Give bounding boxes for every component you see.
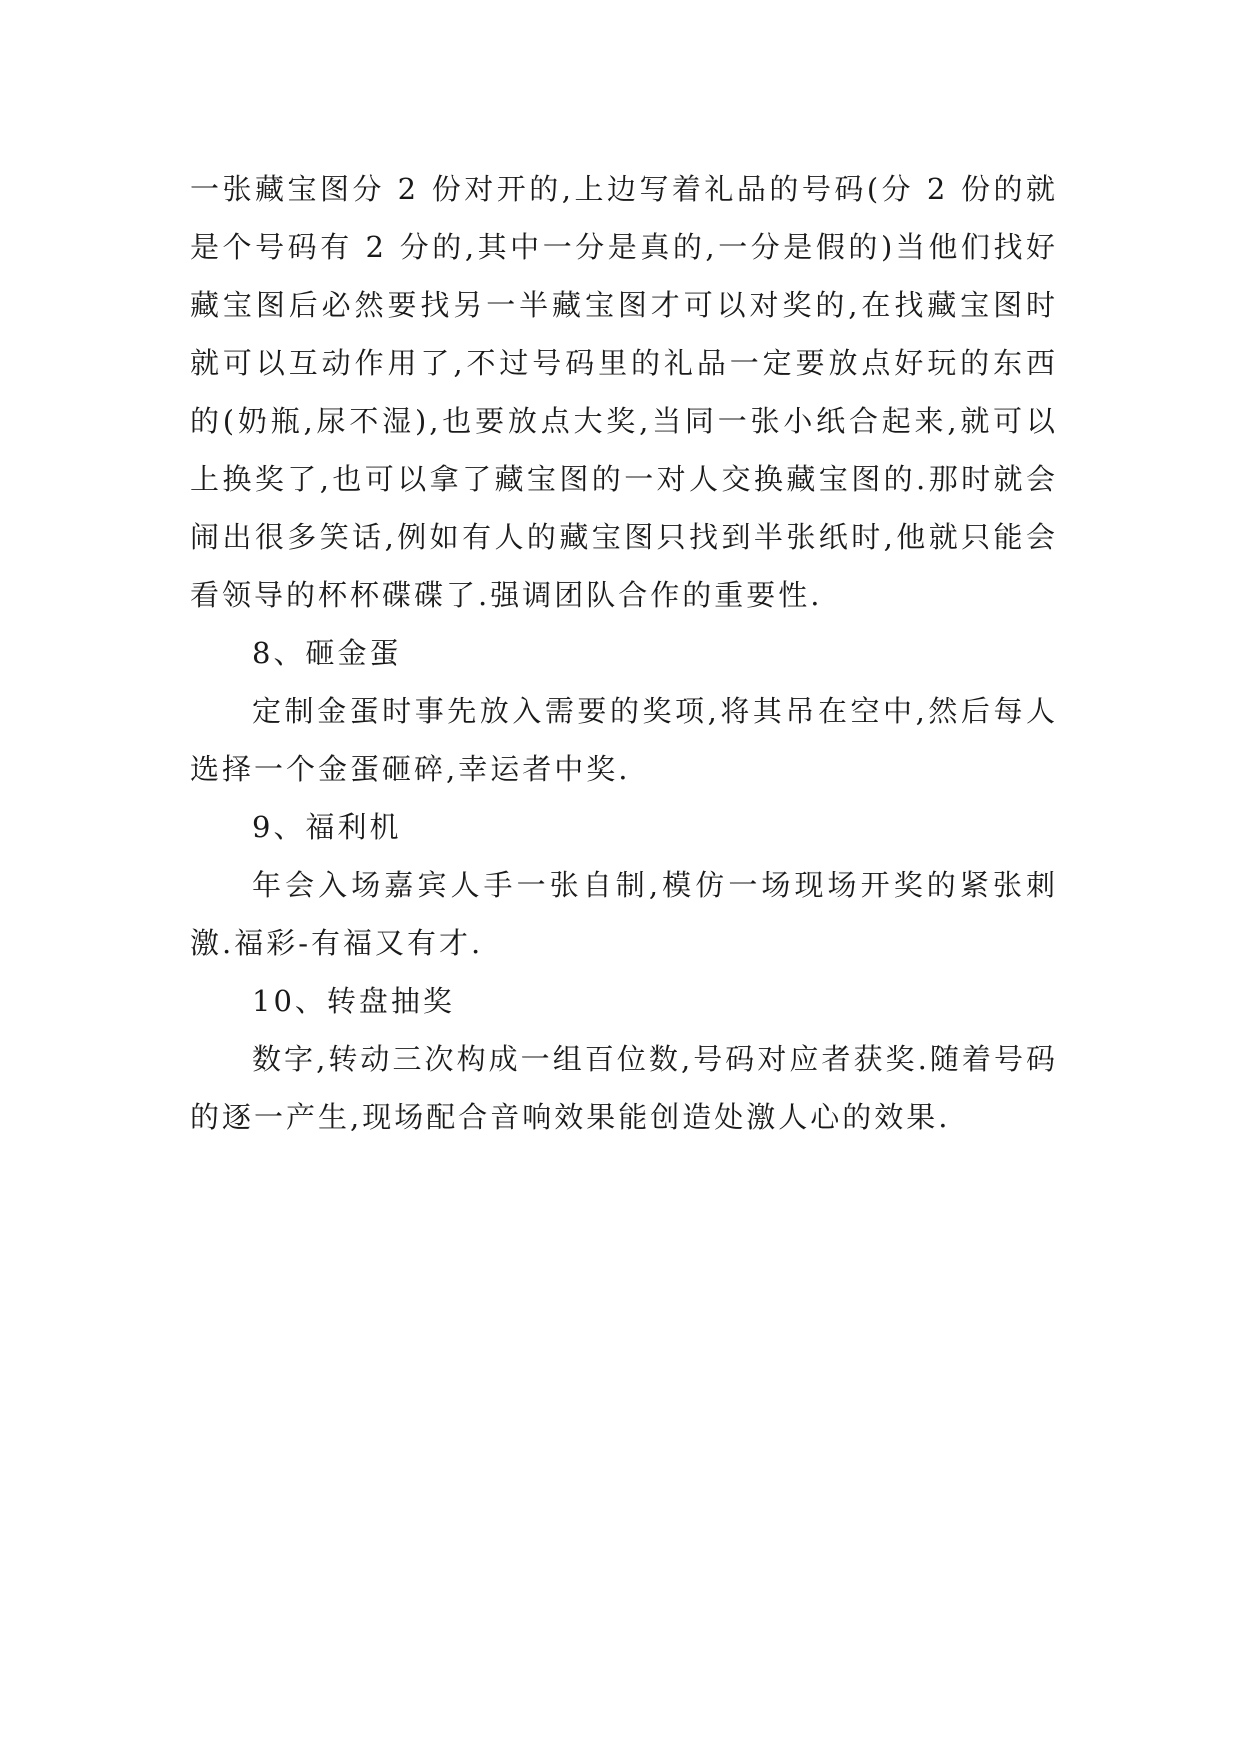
paragraph-lottery-machine: 年会入场嘉宾人手一张自制,模仿一场现场开奖的紧张刺激.福彩-有福又有才. [190,868,1058,960]
paragraph-treasure-map: 一张藏宝图分 2 份对开的,上边写着礼品的号码(分 2 份的就是个号码有 2 分的,其中一分是真的,一分是假的)当他们找好藏宝图后必然要找另一半藏宝图才可以对奖的,在找藏宝图时就可以互动作用了,不过号码里的礼品一定要放点好玩的东西的(奶瓶,尿不湿),也要放点大奖,当同一张小纸合起来,就可以上换奖了,也可以拿了藏宝图的一对人交换藏宝图的.那时就会闹出很多笑话,例如有人的藏宝图只找到半张纸时,他就只能会看领导的杯杯碟碟了.强调团队合作的重要性. [190,172,1058,612]
paragraph-wheel-draw: 数字,转动三次构成一组百位数,号码对应者获奖.随着号码的逐一产生,现场配合音响效果能创造处激人心的效果. [190,1042,1058,1134]
paragraph-smash-golden-egg: 定制金蛋时事先放入需要的奖项,将其吊在空中,然后每人选择一个金蛋砸碎,幸运者中奖. [190,694,1058,786]
heading-smash-golden-egg: 8、砸金蛋 [252,636,402,670]
document-body [190,160,1058,1146]
heading-wheel-draw: 10、转盘抽奖 [252,984,455,1018]
heading-lottery-machine: 9、福利机 [252,810,402,844]
